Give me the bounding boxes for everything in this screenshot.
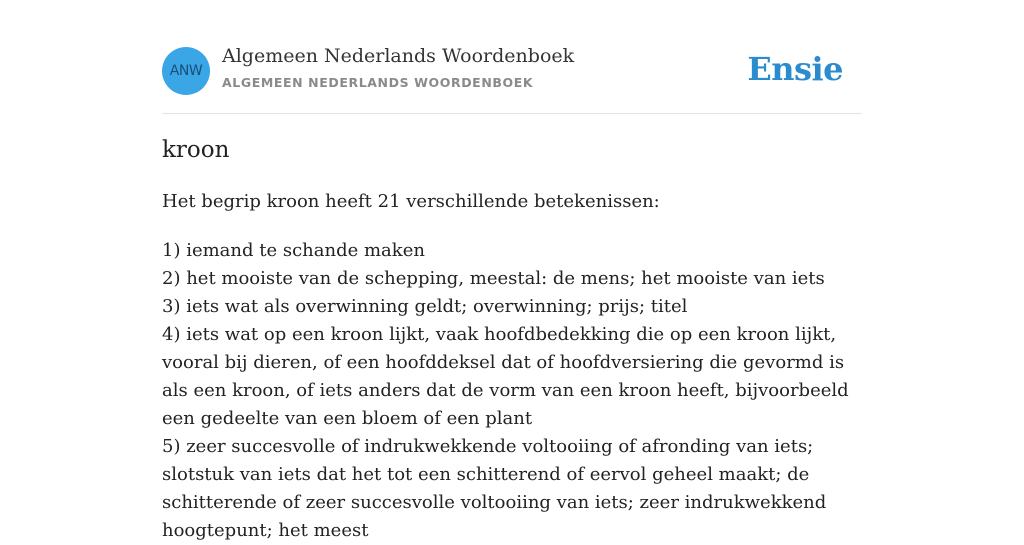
source-logo[interactable]: ANW bbox=[162, 47, 210, 95]
source-subtitle: ALGEMEEN NEDERLANDS WOORDENBOEK bbox=[222, 75, 534, 90]
header bbox=[162, 0, 862, 114]
brand-logo[interactable]: Ensie bbox=[747, 50, 843, 88]
definition-item: 3) iets wat als overwinning geldt; overwinning; prijs; titel bbox=[162, 296, 688, 317]
definition-item: 1) iemand te schande maken bbox=[162, 240, 425, 261]
definition-item: 4) iets wat op een kroon lijkt, vaak hoofdbedekking die op een kroon lijkt, vooral bij dieren, of een hoofddeksel dat of hoofdversiering die gevormd is als een kroon, of iets anders dat de vorm van een kroon heeft, bijvoorbeeld een gedeelte van een bloem of een plant bbox=[162, 324, 849, 429]
definition-list bbox=[162, 237, 862, 545]
content-container bbox=[162, 0, 862, 541]
page-title: kroon bbox=[162, 137, 230, 163]
definition-item: 2) het mooiste van de schepping, meestal: de mens; het mooiste van iets bbox=[162, 268, 825, 289]
intro-text: Het begrip kroon heeft 21 verschillende betekenissen: bbox=[162, 191, 660, 212]
source-title[interactable]: Algemeen Nederlands Woordenboek bbox=[222, 45, 575, 67]
definition-item: 5) zeer succesvolle of indrukwekkende voltooiing of afronding van iets; slotstuk van iets dat het tot een schitterend of eervol geheel maakt; de schitterende of zeer succesvolle voltooiing van iets; zeer indrukwekkend hoogtepunt; het meest bbox=[162, 436, 827, 541]
